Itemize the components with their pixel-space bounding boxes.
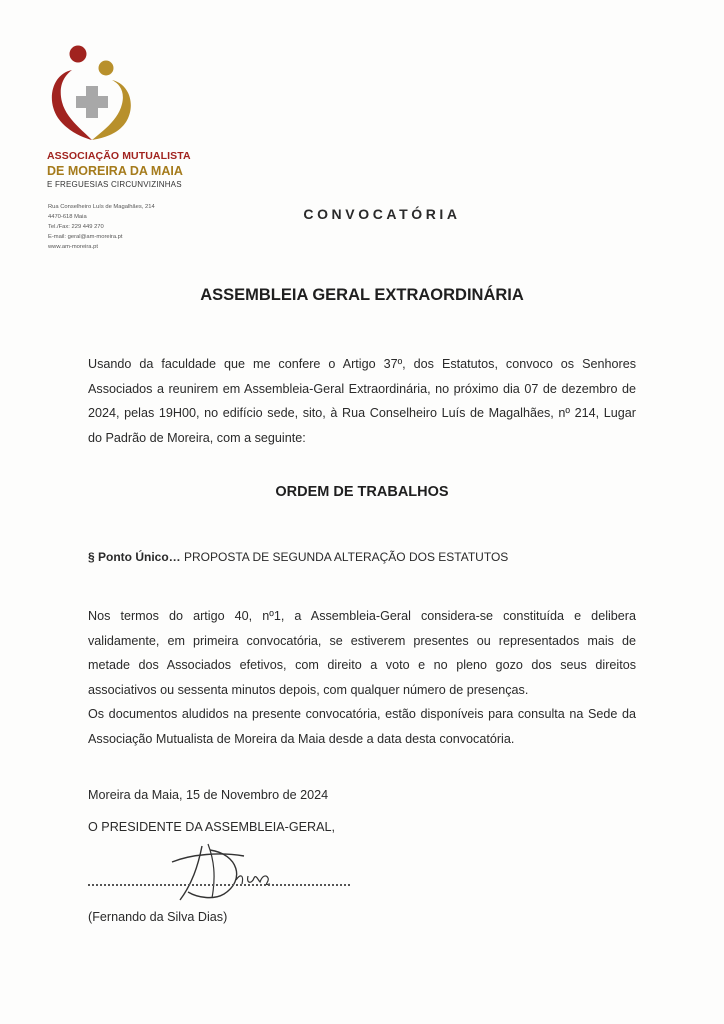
org-name-line1: ASSOCIAÇÃO MUTUALISTA — [47, 150, 191, 162]
agenda-title: ORDEM DE TRABALHOS — [275, 484, 449, 500]
agenda-item-label: § Ponto Único… — [88, 550, 181, 564]
signer-name: (Fernando da Silva Dias) — [88, 910, 228, 924]
signature-line — [88, 884, 350, 886]
agenda-item-text: PROPOSTA DE SEGUNDA ALTERAÇÃO DOS ESTATUTOS — [180, 550, 509, 564]
org-name-line2: DE MOREIRA DA MAIA — [47, 164, 183, 178]
org-name-line3: E FREGUESIAS CIRCUNVIZINHAS — [47, 180, 182, 189]
address-line2: 4470-618 Maia — [48, 214, 87, 220]
website-line: www.am-moreira.pt — [48, 244, 98, 250]
organization-name — [47, 150, 247, 191]
agenda-item — [88, 550, 648, 564]
phone-line: Tel./Fax: 229 449 270 — [48, 224, 104, 230]
quorum-paragraph: Nos termos do artigo 40, nº1, a Assembleia-Geral considera-se constituída e delibera validamente, em primeira convocatória, se estiverem presentes ou representados mais de metade dos Associados efetivos, com direito a voto e no pleno gozo dos seus direitos associativos ou sessenta minutos depois, com qualquer número de presenças. — [88, 609, 636, 697]
email-line: E-mail: geral@am-moreira.pt — [48, 234, 123, 240]
logo-gold-head — [99, 61, 114, 76]
place-date: Moreira da Maia, 15 de Novembro de 2024 — [88, 788, 329, 802]
document-title: CONVOCATÓRIA — [303, 206, 461, 222]
association-logo — [42, 42, 142, 142]
handwritten-signature — [158, 836, 288, 906]
address-line1: Rua Conselheiro Luís de Magalhães, 214 — [48, 204, 155, 210]
logo-red-head — [70, 46, 87, 63]
documents-paragraph: Os documentos aludidos na presente convocatória, estão disponíveis para consulta na Sede da Associação Mutualista de Moreira da Maia desde a data desta convocatória. — [88, 707, 636, 746]
president-title: O PRESIDENTE DA ASSEMBLEIA-GERAL, — [88, 820, 336, 834]
document-subtitle: ASSEMBLEIA GERAL EXTRAORDINÁRIA — [200, 286, 524, 304]
logo-cross — [76, 86, 108, 118]
intro-paragraph: Usando da faculdade que me confere o Artigo 37º, dos Estatutos, convoco os Senhores Associados a reunirem em Assembleia-Geral Extraordinária, no próximo dia 07 de dezembro de 2024, pelas 19H00, no edifício sede, sito, à Rua Conselheiro Luís de Magalhães, nº 214, Lugar do Padrão de Moreira, com a seguinte: — [88, 357, 636, 445]
